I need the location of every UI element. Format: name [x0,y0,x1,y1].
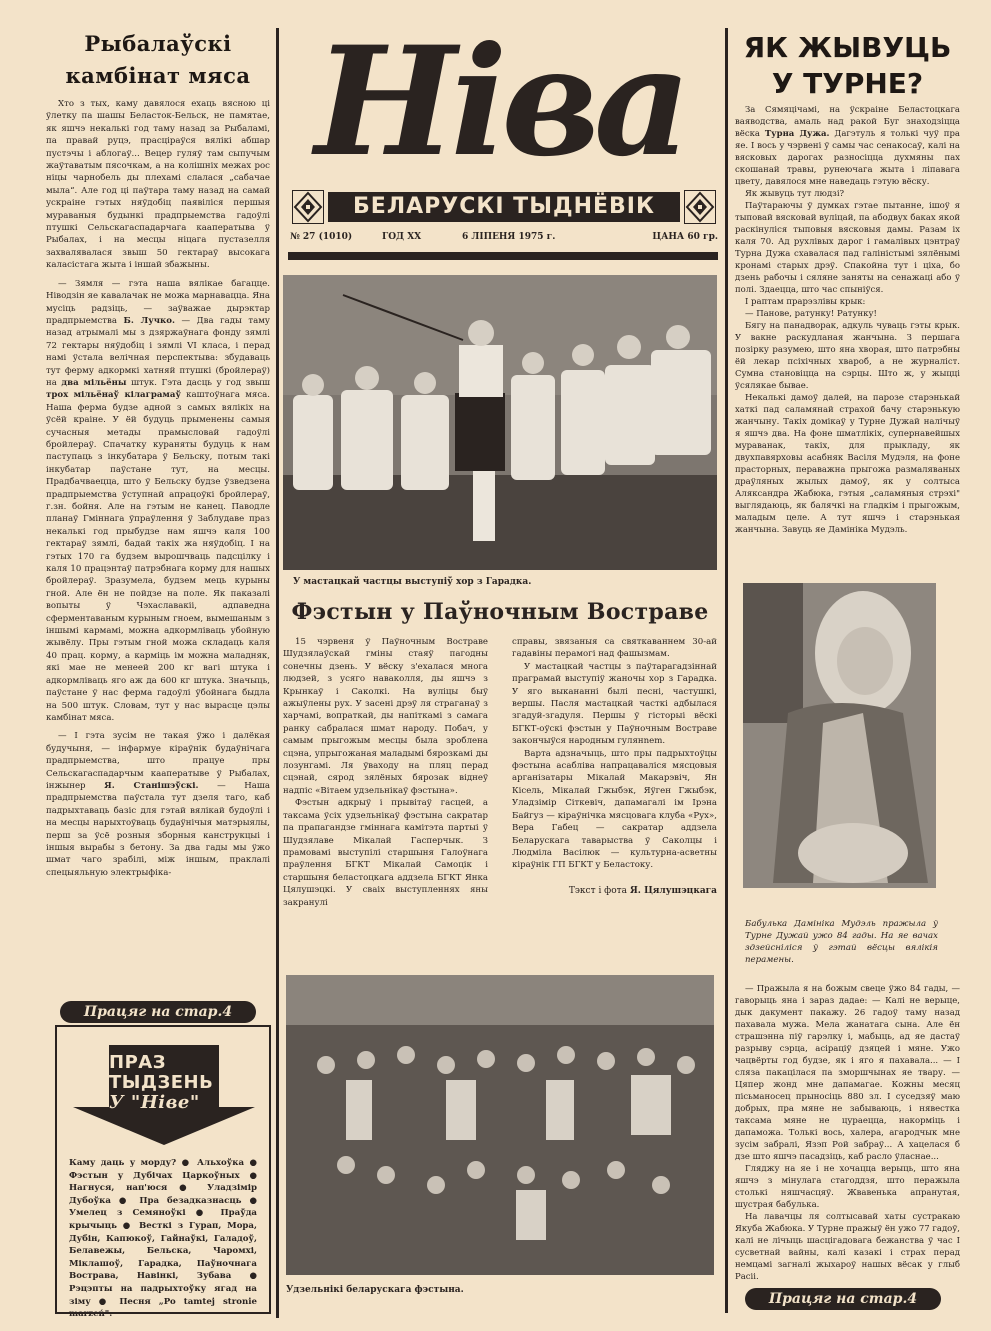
left-title-line2: камбінат мяса [65,63,251,88]
promo-heading-line: ПРАЗ [109,1052,166,1073]
festival-article-title: Фэстын у Паўночным Востраве [291,599,709,625]
down-arrow-icon [73,1045,255,1145]
issue-number: № 27 (1010) [290,232,353,242]
volume-year: ГОД XX [382,232,422,242]
festival-paragraph: 15 чэрвеня ў Паўночным Востраве Шудзялаўскай гміны стаяў пагодны сонечны дзень. У вёску з'ехалася многа людзей, з усяго наваколля, ды яшчэ з Крынкаў і Саколкі. На вуліцы быў ажыўлены рух. У засені дрэў ля страганаў з харчамі, вопраткай, ды напіткамі з самага ранку сабралася шмат народу. Побач, у самым прыгожым месцы была зроблена сцэна, упрыгожаная маладымі бярозкамі ды лозунгамі. Ля ўваходу на пляц перад сцэнай, сярод зялёных бярозак віднеў надпіс «Вітаем удзельнікаў фэстына». [283,637,488,796]
text-run: — Два гады таму назад атрымалі мы з дзяржаўнага фонду зямлі 72 гектары няўдобіц і зямлі VI класа, і перад намі ўстала велічная перспектыва: збудаваць тут ферму адкормкі хатняй птушкі (бройлераў) на [46,315,270,388]
continued-on-page-4-link[interactable]: Працяг на стар.4 [60,1001,256,1023]
festival-paragraph: У мастацкай частцы з паўтарагадзіннай праграмай выступіў жаночы хор з Гарадка. У яго выкананні былі песні, частушкі, вершы. Пасля мастацкай часткі адбылася згадуй-згадуля. Першы ў гісторыі вёскі БГКТ-оўскі фэстын у Паўночным Востраве закончыўся народным гулянnem. [512,661,717,747]
left-article-title [46,28,270,92]
text-run: — Зямля — гэта наша вялікае багацце. Ніводзін яе кавалачак не можа марнавацца. Яна мусіць радзіць, — заўважае дырэктар прадпрыемства [46,278,270,326]
right-paragraph: — Панове, ратунку! Ратунку! [745,309,877,319]
right-title-line1: ЯК ЖЫВУЦЬ [743,31,952,64]
folk-ornament-icon [292,190,324,224]
next-week-promo-box [55,1025,271,1320]
portrait-caption: Бабулька Дамініка Мудэль пражыла ў Турне Дужай ужо 84 гады. На яе вачах здзейсніліся ў гэтай вёсцы вялікія перамены. [745,919,938,965]
promo-heading [109,1053,219,1113]
text-run: За Сямяцічамі, на ўскраіне Беластоцкага ваяводства, амаль над ракой Буг знаходзіцца вёска [735,105,960,139]
festival-column-2 [512,636,717,896]
right-article-title [735,30,960,102]
text-run: — І гэта зусім не такая ўжо і далёкая будучыня, — інфармуе кіраўнік будаўнічага прадпрыемства, што працуе пры Сельскагаспадарчым кааператыве ў Рыбалах, інжынер [46,731,270,791]
person-name: Я. Станішэўскі. [104,780,199,791]
right-paragraph: Бягу на панадворак, адкуль чуваць гэты крык. У вакне раскудланая жанчына. З першага позірку разумею, што яна хворая, што патрэбны ёй лекар псіхічных хвароб, а не журналіст. Сумна становіцца на сэрцы. Што ж, у жыцці ўсялякае бывае. [735,321,960,391]
festival-paragraph: Варта адзначыць, што пры падрыхтоўцы фэстына асабліва напрацаваліся мясцовыя арганізатары Мікалай Макарэвіч, Ян Кісель, Мікалай Гжыбэк, Яўген Гжыбэк, Уладзімір Сіткевіч, дапамагалі ім Ірэна Байгуз — кіраўнічка мясцовага клуба «Рух», Вера Габец — сакратар аддзела Беларускага таварыства ў Саколцы і Людміла Васілюк — культурна-асветны кіраўнік ГП БГКТ у Беластоку. [512,748,717,871]
credit-author: Я. Цялушэцкага [629,885,717,896]
festival-column-1 [283,636,488,909]
continued-on-page-4-link[interactable]: Працяг на стар.4 [745,1288,941,1310]
left-continued-link-wrap [60,995,256,1023]
photo-credit [512,886,717,896]
crowd-photo-caption: Удзельнікі беларускага фэстына. [286,1285,464,1295]
text-run: — Наша прадпрыемства паўстала тут дзеля таго, каб падрыхтаваць базіс для гэтай вялікай будоўлі і на месцы нарыхтоўваць будаўнічыя матэрыялы, перш за ўсё розныя зборныя канструкцыі і іншыя вырабы з бетону. За два гады мы ўжо шмат чаго зрабілі, між іншым, праклалі спецыяльную электрыфіка- [46,780,270,878]
promo-heading-line: ТЫДЗЕНЬ [109,1072,214,1093]
person-name: Б. Лучко. [123,315,175,326]
issue-price: ЦАНА 60 гр. [652,232,718,242]
village-name: Турна Дужа. [764,129,830,139]
choir-photo [283,275,717,570]
text-run: Дагэтуль я толькі чуў пра яе. І вось у чэрвені ў самы час сенакосаў, калі на вясковых дарогах разносіцца духмяны пах скошанай травы, рунеючага жыта і ліпавага цвету, давялося мне наведаць гэтую вёску. [735,129,960,187]
right-paragraph: На лавачцы ля солтысавай хаты сустракаю Якуба Жабюка. У Турне пражыў ён ужо 77 гадоў, калі не лічыць шасцігадовага бежанства ў час І сусветнай вайны, калі казакі і страх перад немцамі загналі жыхароў нашых вёсак у глыб Расіі. [735,1212,960,1282]
right-article-continued-text [735,983,960,1283]
festival-crowd-photo [286,975,714,1275]
right-paragraph: Як жывуць тут людзі? [745,189,845,199]
right-paragraph: І раптам прарэзлівы крык: [745,297,866,307]
right-paragraph: Некалькі дамоў далей, на парозе старэнькай хаткі пад саламянай страхой бачу старэнькую жанчыну. Такіх домікаў у Турне Дужай налічыў я яшчэ два. На фоне шматлікіх, супернавейшых мураванак, такіх, для прыкладу, як двухпавярховы асабняк Васіля Мудэля, на фоне прасторных, пераважна прыгожа размаляваных драўляных жылых дамоў, як у солтыса Аляксандра Жабюка, гэтыя „саламяныя стрэхі" выглядаюць, як балячкі на гладкім і прыгожым, маладым целе. А тут яшчэ і старэнькая жанчына. Завуць яе Дамініка Мудэль. [735,393,960,535]
right-paragraph: — Пражыла я на божым свеце ўжо 84 гады, — гаворыць яна і зараз дадае: — Калі не верыце, дык дакумент пакажу. 26 гадоў таму назад пахавала мужа. Мела жанатага сына. Але ён страшэнна піў гарэлку і, мабыць, ад яе дастаў разрыву сэрца, асіраціў дзяцей і мяне. Ужо чацвёрты год будзе, як і яго я пахавала... — І сляза пакацілася па зморшчынах яе твару. — Цяпер жонд мне дапамагае. Кожны месяц пісьманосец прыносіць 880 зл. І суседзяў маю добрых, пра мяне не забываюць, і нявестка таксама мяне не цураецца, накорміць і дапаможа. Толькі вось, халера, агародчык мне зусім забралі, Язэп Рой забраў... А хацелася б дзе што яшчэ пасадзіць, каб расло ўласнае... [735,984,960,1162]
bold-text: два мільёны [61,377,127,388]
choir-photo-caption: У мастацкай частцы выступіў хор з Гарадка. [293,577,532,587]
promo-contents: Каму даць у морду? ● Альхоўка ● Фэстын у Дубічах Царкоўных ● Нагнуся, нап'юся ● Уладзімір Дубоўка ● Пра безадказнасць ● Умелец з Семяноўкі ● Праўда крычыць ● Весткі з Гурап, Мора, Дубін, Капюкоў, Гайнаўкі, Галадоў, Белавежы, Бельска, Чаромхі, Міклашоў, Гарадка, Паўночнага Вострава, Навінкі, Зубава ● Рэцэпты на падрыхтоўку ягад на зіму ● Песня „Po tamtej stronie marzeń". [69,1158,257,1320]
text-run: штук. Гэта дасць у год звыш [126,377,270,388]
folk-ornament-icon [684,190,716,224]
right-article [735,30,960,536]
portrait-photo [743,583,936,888]
newspaper-subtitle: БЕЛАРУСКІ ТЫДНЁВІК [328,192,680,222]
left-article [46,28,270,879]
promo-heading-line: У "Ніве" [109,1092,200,1113]
right-paragraph: Паўтараючы ў думках гэтае пытанне, ішоў я тыповай вясковай вуліцай, па абодвух баках якой раскінуліся тыповыя вясковыя дамы. Разам іх каля 70. Ад рухлівых дарог і гамалівых цэнтраў Турна Дужа схавалася пад галіністымі зялёнымі кронамі старых дрэў. Спакойна тут і ціха, бо дзень рабочы і сяляне заняты на сенажаці або ў полі. Здаецца, што час спыніўся. [735,201,960,295]
issue-info-line [290,232,718,246]
left-paragraph [46,730,270,879]
newspaper-logo: Ніва [314,14,686,190]
festival-paragraph: Фэстын адкрыў і прывітаў гасцей, а таксама ўсіх удзельнікаў фэстына сакратар па прапагандзе гміннага камітэта партыі ў Шудзялаве Мікалай Гасперчык. З прамовамі выступілі старшыня Галоўнага праўлення БГКТ Мікалай Самоцік і старшыня беластоцкага аддзела БГКТ Янка Цялушэцкі. У сваіх выступленнях яны закранулі [283,798,488,908]
right-continued-link-wrap [745,1282,941,1310]
credit-prefix: Тэкст і фота [568,885,630,896]
right-title-line2: У ТУРНЕ? [771,67,924,100]
masthead-rule [288,252,718,260]
left-paragraph: Хто з тых, каму давялося ехаць вясною ці ўлетку па шашы Беласток-Бельск, не памятае, як яшчэ некалькі год таму назад за Рыбаламі, па правай руцэ, прасціраўся вялікі абшар пустэчы і аблогаў... Вецер гуляў там сыпучым жаўтаватым пясочкам, а на колішніх межах рос ніцы чарнобель ды плехамі слалася „сабачае мыла“. Але год ці паўтара таму назад на самай ускраіне гэтых няўдобіц паявіліся першыя мураваныя будынкі прадпрыемства гадоўлі птушкі Сельскагаспадарчага кааператыва ў Рыбалах, і на месцы ніцага пустазелля захвалявалася звыш 50 гектараў высокага каласістага жыта і іншай збажыны. [46,99,270,271]
festival-paragraph: справы, звязаныя са святкаваннем 30-ай гадавіны перамогі над фашызмам. [512,637,717,660]
column-divider [276,28,279,1318]
column-divider [725,28,728,1313]
left-paragraph [46,278,270,725]
issue-date: 6 ЛІПЕНЯ 1975 г. [462,232,556,242]
bold-text: трох мільёнаў кілаграмаў [46,390,181,401]
right-paragraph [735,104,960,188]
right-paragraph: Гляджу на яе і не хочацца верыць, што яна яшчэ з мінулага стагоддзя, што перажыла столькі няшчасцяў. Жвавенька апранутая, шустрая бабулька. [735,1164,960,1210]
text-run: каштоўнага мяса. Наша ферма будзе адной з самых вялікіх на ўсёй краіне. У ёй будуць прыменены самыя сучасныя метады прамысловай гадоўлі бройлераў. Спачатку кураняты будуць к нам паступаць з інкубатара ў Бельску, потым такі інкубатар паўстане тут, на месцы. Прадбачваецца, што ў Бельску будзе ўзведзена прадпрыемства ўступнай апрацоўкі бройлераў, г.зн. бойня. Але на гэтым не канец. Паводле планаў Гміннага ўпраўлення ў Заблудаве праз некалькі год прыбудзе нам яшчэ каля 100 гектараў зямлі, бадай такіх жа няўдобіц. І на гэтых 170 га будзем вырошчваць падсцілку і каля 10 працэнтаў патрэбнага корму для нашых бройлераў. Зразумела, будзем мець курыны гной. Але ён не пойдзе на поле. Як паказалі вопыты ў Чэхаславакіі, адпаведна сферментаваным курыным гноем, вымешаным з іншымі кармамі, можна адкормліваць убойную жывёлу. Пры гэтым гной можа складаць каля 40 прац. корму, а карміць ім можна маладняк, які мае не менеей 200 кг вагі штука і адкормліваць яго аж да 600 кг штука. Значыць, паўстане ў нас ферма гадоўлі ўбойнага быдла на 500 штук. Словам, тут у нас вырасце цэлы камбінат мяса. [46,390,270,723]
masthead-subtitle-band [292,190,716,226]
left-title-line1: Рыбалаўскі [84,31,232,56]
